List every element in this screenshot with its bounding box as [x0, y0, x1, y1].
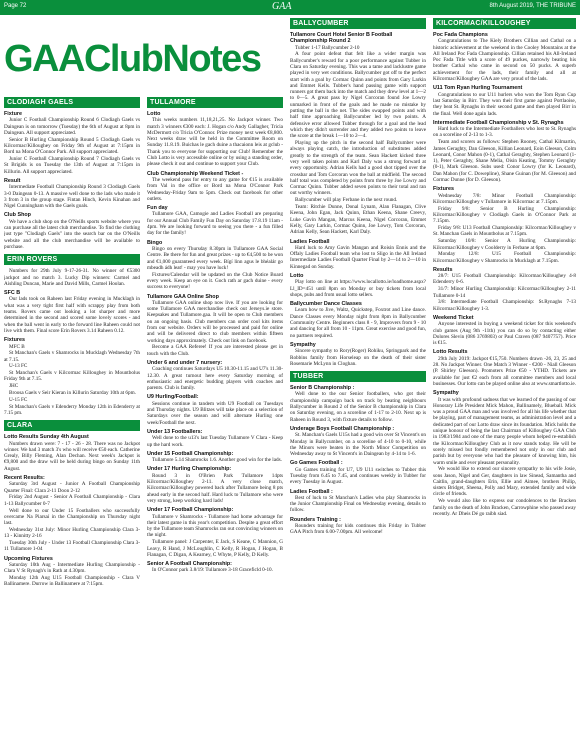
paragraph: Numbers for 29th July 9-17-26-31. No winner of €5300 jackpot and no match 3. Lucky Dip winners: Carmel and Aishling Duncan, Marie and David Mills, Carmel Hoolan.	[4, 268, 140, 287]
subheading: Bingo	[147, 239, 163, 246]
paragraph: Friday 9/8: Senior B Hurling Championship: Kilcormac/Killoughey v Clodiagh Gaels in O'Connor Park at 7.15pm.	[433, 205, 576, 225]
section-label: GAA	[272, 1, 292, 12]
paragraph: Hard luck to the Intermediate Footballers who lost to St. Rynaghs on a scoreline of 2-13 to 1-3.	[433, 126, 576, 139]
subheading: Lotto Results	[433, 349, 468, 356]
paragraph: Playing up the pitch in the second half Ballycumber were always playing catch, the introduction of substitutes added greatly to the strength of the team. Sean Hackett kicked three very well taken points and Karl Daly was a strong forward at every opportunity. Adrian Kells had a good shot tipped over the crossbar and Tom Corcoran won the ball at midfield. The second half total was completed by points from three by Joe Lowry and Cormac Quinn. Tubber added seven points to their total and ran out worthy winners.	[290, 140, 426, 197]
paragraph: Tuesday 30th July - Under 13 Football Championship Clara 3-11 Tullamore 1-04	[4, 540, 140, 553]
paragraph: Saturday 3rd August - Junior A Football Championship Quarter Final: Clara 2-11 Doon 2-12	[4, 481, 140, 494]
paragraph: Congratulations to The Kiely Brothers Cillian and Cathal on a historic achievement at the weekend in the Cooley Mountains at the All Ireland Poc Fada Championship. Cillian retained his All-Ireland Poc Fada Title with a score of 49 puckes, narrowly beating his brother Cathal who came in second on 50 pucks. A superb achievement for the lads, their family and all at Kilcormac/Killoughey GAA are very proud of the lads.	[433, 38, 576, 83]
paragraph: Anyone interested in buying a weekend ticket for this weekend's club games (Aug 9th -11th) you can do so by contacting either Dolores Slevin (086 3769803) or Paul Craven (087 9407757). Price is €15.	[433, 321, 576, 347]
page-number: Page 72	[4, 3, 27, 9]
subheading: Recent Results:	[4, 475, 45, 482]
paragraph: St Manchan's Gaels v Shamrocks in Mucklagh Wednesday 7th at 7.15.	[4, 350, 140, 363]
subheading: Under 6 and under 7 nursery:	[147, 359, 223, 366]
subheading: Under 13 Footballers:	[147, 428, 203, 435]
subheading: Senior B Championship :	[290, 385, 355, 392]
club-section-header: TUBBER	[290, 371, 426, 382]
column-1	[4, 97, 140, 729]
paragraph: Play lotto on line at https://www.locallotto.ie/loadhome.aspx?Ll_ID=451 until 8pm on Monday or buy tickets from local shops, pubs and from usual lotto sellers.	[290, 279, 426, 298]
subheading: Sympathy	[433, 390, 459, 397]
subheading: Ladies Football :	[290, 488, 333, 495]
paragraph: Fixtures/Calendar will be updated on the Club Notice Board every week. Keep an eye on it. Goch rath ar gach duine - every success to everyone!	[147, 271, 283, 291]
paragraph: Saturday 10/8: Senior A Hurling Championship: Kilcormac/Killoughey v Coolderry in Ferbane at 6pm.	[433, 238, 576, 251]
paragraph: JHC	[9, 383, 19, 390]
paragraph: U-15 FC	[9, 396, 28, 403]
club-section-header: KILCORMAC/KILLOUGHEY	[433, 18, 576, 29]
issue-date: 8th August 2019, THE TRIBUNE	[489, 3, 576, 9]
subheading: Rounders Training :	[290, 516, 341, 523]
subheading: Under 17 Football Championship:	[147, 507, 234, 514]
paragraph: Congratulations to our U11 hurlers who won the Tom Ryan Cup last Saturday in Birr. They won their first game against Portlaoise, they beat St. Rynaghs in their second game and then played Birr in the final. Well done again lads.	[433, 91, 576, 117]
paragraph: We would like to extend our sincere sympathy to his wife Josie, sons Jason, Nigel and Ger, daughters in law Sinead, Samantha and Caitlin, grand-daughters Erin, Ellie and Aimee, brothers Philip, sisters Bridget, Sheena, Polly and Mary, extended family and wide circle of friends.	[433, 466, 576, 498]
subheading: Upcoming Fixtures	[4, 555, 53, 562]
paragraph: Tullamore panel: J Carpenter, E Jack, S Keane, C Mannion, G Leavy, R Hand, J McLoughlin, C Kelly, R Hogan, J Hogan, B Flanagan, C Digan, A Kearney, C Whyte, P Kelly, D Kelly.	[147, 539, 283, 558]
subheading: Result	[4, 177, 21, 184]
paragraph: Tubber 1-17 Ballycumber 2-10	[295, 44, 360, 51]
subheading: Poc Fada Champions	[433, 32, 488, 38]
column-2	[147, 97, 283, 729]
paragraph: The weekend pass for entry to any game for €15 is available from Val in the office or Bord na Mona O'Connor Park Wednesday-Friday 9am to 5pm. Check out facebook for other outlets.	[147, 176, 283, 202]
subheading: Tullamore GAA Online Shop	[147, 293, 219, 300]
masthead-clubnotes: ClubNotes	[83, 38, 261, 80]
subheading: Club Championship Weekend Ticket -	[147, 170, 244, 177]
masthead-gaa: GAA	[4, 38, 84, 80]
paragraph: Learn how to Jive, Waltz, Quickstep, Foxtrot and Line dance. Dance Classes every Monday night from 8pm in Ballycumber Community Centre. Beginners class 8 - 9, Improvers from 9 - 10 and dancing for all from 10 - 11pm. Great exercise and good fun, no partners required.	[290, 307, 426, 339]
paragraph: Our lads took on Raheen last Friday evening in Mucklagh in what was a very tight first half with scrappy play from both teams. Rovers came out looking a lot sharper and more determined in the second and scored some lovely scores - and when the ball went in early to the forward line Raheen could not live with them. Final score Erin Rovers 3.14 Raheen 0.12.	[4, 296, 140, 334]
subheading: Intermediate Football Championship v St. Rynaghs	[433, 119, 564, 126]
paragraph: Friday 9/8: U13 Football Championship: Kilcormac/Killoughey v St. Manchan Gaels in Mountbolus at 7.15pm.	[433, 225, 576, 238]
club-section-header: TULLAMORE	[147, 97, 283, 108]
subheading: Tullamore Court Hotel Senior B Football Championship Round 2	[290, 32, 393, 45]
subheading: SFC B	[4, 290, 21, 297]
subheading: Club Shop	[4, 212, 31, 219]
paragraph: Coaching continues Saturdays U5 10.30-11.15 and U7's 11.30-12.30. A great turnout here every Saturday morning of enthusiastic and energetic budding players with coaches and parents. Club is family.	[147, 366, 283, 392]
paragraph: Tullamore GAA online shop now live. If you are looking for some Tullamore GAA merchandise check out Jerseys.ie store. Keepsakes and Tullamore.gaa. It will be open to Club members on an ongoing basis. Club members can order cool kits items from our website. Orders will be processed and paid for online and will be delivered direct to club members within fifteen working days approximately. Check out link on facebook.	[147, 299, 283, 344]
paragraph: Saturday 10th Aug - Intermediate Hurling Championship - Clara V St Rynagh's in Rath at 4.30pm.	[4, 561, 140, 575]
paragraph: Well done to the u13's last Tuesday Tullamore V Clara - Keep up the hard work.	[147, 435, 283, 448]
paragraph: 28/7: U15 Football Championship: Kilcormac/Killoughey 4-8 Edenderry 0-6.	[433, 273, 576, 286]
subheading: Senior A Football Championship:	[147, 561, 232, 568]
subheading: U9 Hurling/Football:	[147, 394, 199, 401]
paragraph: Tullamore 5.14 Shamrocks 1.6. Another good win for the lads.	[152, 457, 282, 464]
paragraph: A four point defeat that felt like a wider margin was Ballycumber's reward for a poor performance against Tubber in Clara on Saturday evening. This was a tame and lacklustre game played in very wet conditions. Ballycumber got off to the perfect start with a goal by Cormac Quinn and points from Gary Larkin and Emmet Kells. Tubber's hand passing game with support runners got them back into the match and they drew level at 1—2 to 0—5. A great pass by Nigel Corcoran found Joe Lowry unmarked in front of the goals and he made no mistake by putting the ball in the net. The sides swapped points and with half time approaching Ballycumber led by two points. A defensive error allowed Tubber through for a goal and the lead which they didn't surrender and they added two points to leave the score at the break 1—10 to 2—4.	[290, 51, 426, 140]
paragraph: Best of luck to St Manchan's Ladies who play Shamrocks in the Junior Championship Final on Wednesday evening, details to follow.	[290, 494, 426, 514]
column-4	[433, 18, 576, 729]
subheading: Lotto	[147, 111, 161, 117]
club-section-header: BALLYCUMBER	[290, 18, 426, 29]
paragraph: We would also like to express our condolences to the Bracken family on the death of John Bracken, Carrowphine who passed away recently. Ar Dheis Dé go raibh siad.	[433, 498, 576, 517]
club-section-header: CLARA	[4, 420, 140, 431]
page-header-bar	[0, 0, 580, 15]
paragraph: Wednesday 7/8: Minor Football Championship: Kilcormac/Killoughey v Tullamore in Kilcormac at 7.15pm.	[433, 192, 576, 205]
paragraph: Wednesday 31st July: Minor Hurling Championship Clara 3-13 - Kinnitty 2-16	[4, 526, 140, 540]
subheading: Results	[433, 266, 453, 273]
paragraph: Become a GAA Referee! If you are interested please get in touch with the Club.	[147, 344, 283, 357]
paragraph: Monday 12th Aug U15 Football Championship - Clara V Ballinamere. Durrow in Ballinamere at 7:15pm.	[4, 575, 140, 588]
paragraph: Sincere sympathy to Rory(Roger) Rohiku, Springpark and the Robbins family from Horseleap on the death of their sister Rosemarie McLynn in Cloghan.	[290, 348, 426, 367]
paragraph: Numbers drawn were: 7 - 17 - 26 - 28. There was no Jackpot winner. We had 3 match 3's who will receive €50 each. Catherine Grealy, Billy Fleming, Alan Dechan. Next week's Jackpot is €9,800 and the draw will be held during bingo on Sunday 11th August.	[4, 440, 140, 472]
paragraph: 31/7: Minor Hurling Championship: Kilcormac/Killoughey 2-11 Tullamore 0-14	[433, 286, 576, 299]
paragraph: Well done to the our Senior footballers, who got their championship campaign back on track by beating neighbours Ballycumber in Round 2 of the Senior B championship in Clara on Saturday evening, on a scoreline of 1-17 to 2-10. Next up is Raheen in Round 3, with fixture details to follow.	[290, 391, 426, 423]
paragraph: Junior C Football Championship Round 7 Clodiagh Gaels vs St Brigids is on Tuesday the 13th of August at 7:15pm in Killurin. All support appreciated.	[4, 156, 140, 175]
paragraph: This weeks numbers 11,18,21,25. No Jackpot winner. Two match 3 winners €300 each: J. Hogan c/o Andy Gallagher, Tricia McDermott c/o Tricia O'Connor. Prize money next week €8,800. Next weeks draw will be held in the Committee Room on Sunday 11.8.19. Buichas le gach duine a thacaionn leis at gclub - Thank you to everyone for supporting our Club! Remember the Club Lotto is very accessible online or by using a standing order, please check it out and continue to support your Club.	[147, 117, 283, 168]
subheading: Lotto	[290, 272, 304, 279]
paragraph: Hard luck to Amy Gavin Mangan and Roisin Ennis and the Offaly Ladies Football team who lost to Sligo in the All Ireland Intermediate Ladies Football Quarter Final by 2—14 to 2—10 in Kinnegad on Sunday.	[290, 244, 426, 270]
paragraph: Go Games training for U7, U9 U11 switches to Tubber this Tuesday from 6.45 to 7.45, and continues weekly in Tubber for every Tuesday in August.	[290, 466, 426, 486]
subheading: Ladies Football	[290, 238, 330, 245]
subheading: Ballycumber Dance Classes	[290, 301, 362, 308]
paragraph: We have a club shop on the O'Neills sports website where you can purchase all the latest club merchandise. To find the clothing just type "Clodiagh Gaels" into the search bar on the O'Neills website and all the club merchandise will be available to purchase.	[4, 218, 140, 250]
paragraph: Team: Ritchie Dunne, Donal Lynam, Alan Flanagan, Clive Keena, John Egan, Jack Quinn, Ethan Keena, Shane Creevy, Luke Gavin Mangan, Marcus Keena, Nigel Corcoran, Emmet Kelly, Gary Larkin, Cormac Quinn, Joe Lowry, Tom Corcoran, Adrian Kelly, Sean Hackett, Karl Daly.	[290, 204, 426, 236]
subheading: Fun day	[147, 205, 168, 212]
subheading: Sympathy	[290, 341, 316, 348]
subheading: Under 17 Hurling Championship:	[147, 466, 232, 473]
subheading: Underage Boys Football Championship :	[290, 425, 395, 432]
paragraph: St Manchan's Gaels v Edenderry Monday 12th in Edenderry at 7.15 pm.	[4, 403, 140, 416]
masthead-title	[4, 36, 261, 82]
paragraph: St. Manchan's Gaels U15s had a good win over St Vincent's on Monday in Ballycumber, on a scoreline of 4-10 to 0-10, while the Minors were beaten in the North Minor Competition on Wednesday away to St Vincent's in Daingean by 4-14 to 1-6.	[290, 432, 426, 458]
paragraph: Ballycumber will play Ferbane in the next round.	[295, 197, 398, 204]
paragraph: Rounders training for kids continues this Friday in Tubber GAA Pitch from 6.00-7.00pm. All welcome!	[290, 523, 426, 536]
subheading: Fixtures	[4, 337, 25, 344]
subheading: Fixtures	[433, 186, 454, 193]
paragraph: Monday 12/8: U15 Football Championship: Kilcormac/Killoughey v Shamrocks in Mucklagh at 7.15pm.	[433, 251, 576, 264]
subheading: Lotto Results Sunday 4th August	[4, 434, 89, 441]
paragraph: Junior C Football Championship Round 6 Clodiagh Gaels vs Daingean is on tomorrow (Tuesday) the 6th of August at 8pm in Daingean. All support appreciated.	[4, 117, 140, 136]
paragraph: 3/8: Intermediate Football Championship: St.Rynaghs 7-13 Kilcormac/Killoughey 1-3.	[433, 299, 576, 312]
paragraph: Round 3 in O'Brien Park Tullamore 14pts Kilcormac/Killoughey 2-11. A very close match, Kilcormac/Killoughey powered back after Tullamore being 8 pts ahead early in the second half. Hard luck to Tullamore who were very strong, keep working hard lads!	[147, 472, 283, 504]
club-section-header: ERIN ROVERS	[4, 254, 140, 265]
paragraph: MFC B	[9, 343, 25, 350]
paragraph: 29th July 2019: Jackpot €15,750. Numbers drawn -26, 23, 25 and 28. No Jackpot Winner. One Match 3 Winner - €200 - Niall Gleeson (P. Shirley Gleeson). Promoters Prize €50 - YTHD. Tickets are available for just €2 each from all committee members and local businesses. Our lotto can be played online also at www.smartlotto.ie.	[433, 355, 576, 387]
paragraph: Broosa Gaels v Seir Kieran in Killurin Saturday 10th at 6pm.	[9, 390, 136, 397]
subheading: Weekend Ticket	[433, 314, 474, 321]
paragraph: St Manchan's Gaels v Kilcormac Killoughey in Mountbolus Friday 9th at 7.15.	[4, 370, 140, 383]
paragraph: Tullamore GAA, Camogie and Ladies Football are preparing for our Annual Club Family Fun Day on Saturday 17.8.19 11am - 4pm. We are looking forward to seeing you there - a fun filled day for the family!	[147, 211, 283, 237]
paragraph: Well done to our Under 15 Footballers who successfully overcame Na Piarsaí in the Championship on Thursday night last.	[4, 507, 140, 527]
paragraph: Friday 2nd August - Senior A Football Championship - Clara 1-13 Ballycumber 0-7	[4, 494, 140, 507]
subheading: Fixture	[4, 111, 22, 117]
paragraph: Intermediate Football Championship Round 3 Clodiagh Gaels 3-0 Daingean 0-13. A massive well done to the lads who made it 3 from 3 in the group stage. Fintan Hinch, Kevin Kinahan and Nigel Cunningham with the Gaels goals.	[4, 184, 140, 210]
subheading: Under 15 Football Championship:	[147, 450, 234, 457]
column-3	[290, 18, 426, 729]
club-section-header: CLODIAGH GAELS	[4, 97, 140, 108]
paragraph: Senior B Hurling Championship Round 5 Clodiagh Gaels vs Kilcormac/Killoughey on Friday 9th of August at 7:15pm in Bord na Mona O'Connor Park. All support appreciated.	[4, 136, 140, 156]
paragraph: Team and scorers as follows: Stephen Rooney, Cathal Kilmartin, James Geraghty, Dan Gleeson, Killian Leonard, Eoin Gleeson, Colm Leonard, Conor Mahon (0-1), Cathal Geraghty, Stephen Leonard (1-1), Peter Geraghty, Shane Melia, Oisin Keating, Tommy Geraghty (0-1), Mark Gleeson. Subs used: Conor Lowry (for K. Leonard), Dan Mahon (for C. Dowepline), Shane Guinan (for M. Gleeson) and Cormac Dunne (for D. Gleeson).	[433, 139, 576, 184]
paragraph: Bingo on every Thursday 8.30pm in Tullamore GAA Social Centre. Be there for fun and great prizes - up to €4,500 to be won and €1,000 guaranteed every week. Bígí linn agus le bhéalár go mbeadh ádh leat! - may you have luck!	[147, 245, 283, 271]
subheading: U11 Tom Ryan Hurling Tournament	[433, 85, 523, 92]
paragraph: It was with profound sadness that we learned of the passing of our Honorary Life President Mick Mahon, Ballinamely, Blueball. Mick was a proud GAA man and was involved for all his life whether that be playing, part of management teams, as administration level and a dedicated part of our Lotto draw since its foundation. Mick holds the unique honour of being the last Chairman of Killoughey GAA Club in 1983/1984 and one of the many people whom helped re-establish the Kilcormac/Killoughey Club as it now stands today. He will be sorely missed but fondly remembered not only in our club and parish but by everyone who had the pleasure of knowing him, his warm smile and ever pleasant personality.	[433, 396, 576, 466]
paragraph: Sessions continue in tandem with U9 Football on Tuesdays and Thursday nights. U9 Blitzes will take place on a selection of Saturdays over the season and will alternate Hurling one week/Football the next.	[147, 400, 283, 426]
subheading: Go Games Football :	[290, 460, 343, 467]
paragraph: U-13 FC	[9, 363, 28, 370]
paragraph: In O'Connor park 3.8/19: Tullamore 3-18 Graceficld 0-10.	[152, 567, 273, 574]
paragraph: Tullamore v Shamrocks - Tullamore had home advantage for their latest game in this year's competition. Despite a great effort by the Tullamore team Shamrocks ran out convincing winners on the night.	[147, 513, 283, 539]
